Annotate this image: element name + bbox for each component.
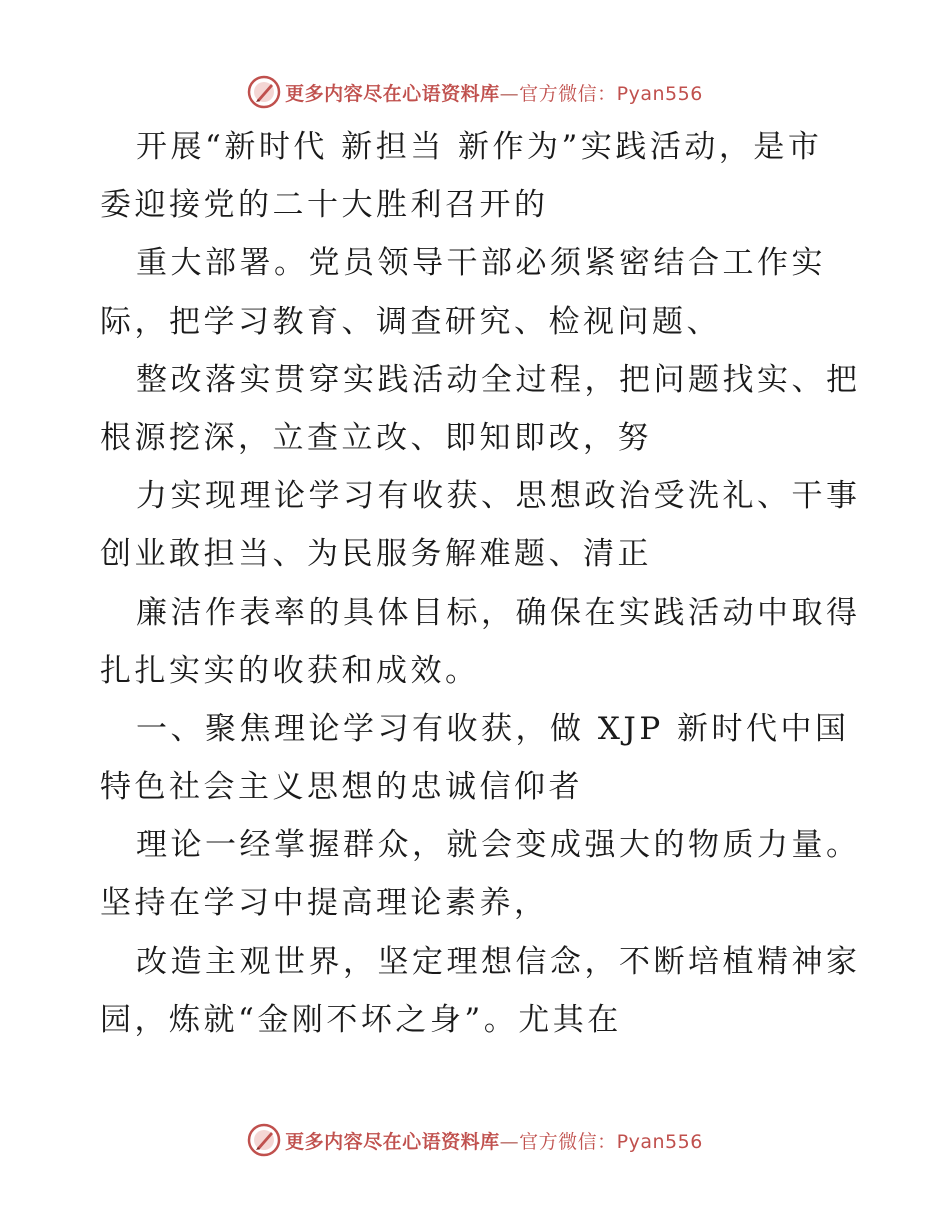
document-line: 园，炼就“金刚不坏之身”。尤其在: [100, 1001, 622, 1038]
header-main-text: 更多内容尽在心语资料库: [285, 82, 500, 105]
document-line: 廉洁作表率的具体目标，确保在实践活动中取得: [136, 594, 861, 631]
section-heading-line: 一、聚焦理论学习有收获，做 XJP 新时代中国: [136, 710, 850, 747]
document-line: 委迎接党的二十大胜利召开的: [100, 187, 549, 224]
header-separator: —: [499, 82, 520, 105]
document-line: 整改落实贯穿实践活动全过程，把问题找实、把: [136, 361, 861, 398]
document-line: 改造主观世界，坚定理想信念，不断培植精神家: [136, 943, 861, 980]
header-contact-text: 官方微信：Pyan556: [519, 82, 703, 105]
document-body: [100, 118, 860, 1049]
document-line: 根源挖深，立查立改、即知即改，努: [100, 419, 652, 456]
footer-separator: —: [499, 1130, 520, 1153]
document-line: 开展“新时代 新担当 新作为”实践活动，是市: [136, 129, 823, 165]
document-line: 坚持在学习中提高理论素养，: [100, 885, 549, 922]
document-line: 理论一经掌握群众，就会变成强大的物质力量。: [136, 827, 861, 864]
document-line: 扎扎实实的收获和成效。: [100, 652, 480, 689]
document-line: 际，把学习教育、调查研究、检视问题、: [100, 303, 721, 340]
section-heading-line: 特色社会主义思想的忠诚信仰者: [100, 769, 583, 806]
document-line: 创业敢担当、为民服务解难题、清正: [100, 536, 652, 573]
footer-contact-text: 官方微信：Pyan556: [519, 1130, 703, 1153]
footer-main-text: 更多内容尽在心语资料库: [285, 1130, 500, 1153]
footer-banner: [0, 1120, 950, 1160]
quill-pen-logo-icon: [247, 75, 281, 109]
document-line: 重大部署。党员领导干部必须紧密结合工作实: [136, 245, 826, 282]
document-line: 力实现理论学习有收获、思想政治受洗礼、干事: [136, 478, 861, 515]
header-banner: [0, 72, 950, 112]
quill-pen-logo-icon: [247, 1123, 281, 1157]
